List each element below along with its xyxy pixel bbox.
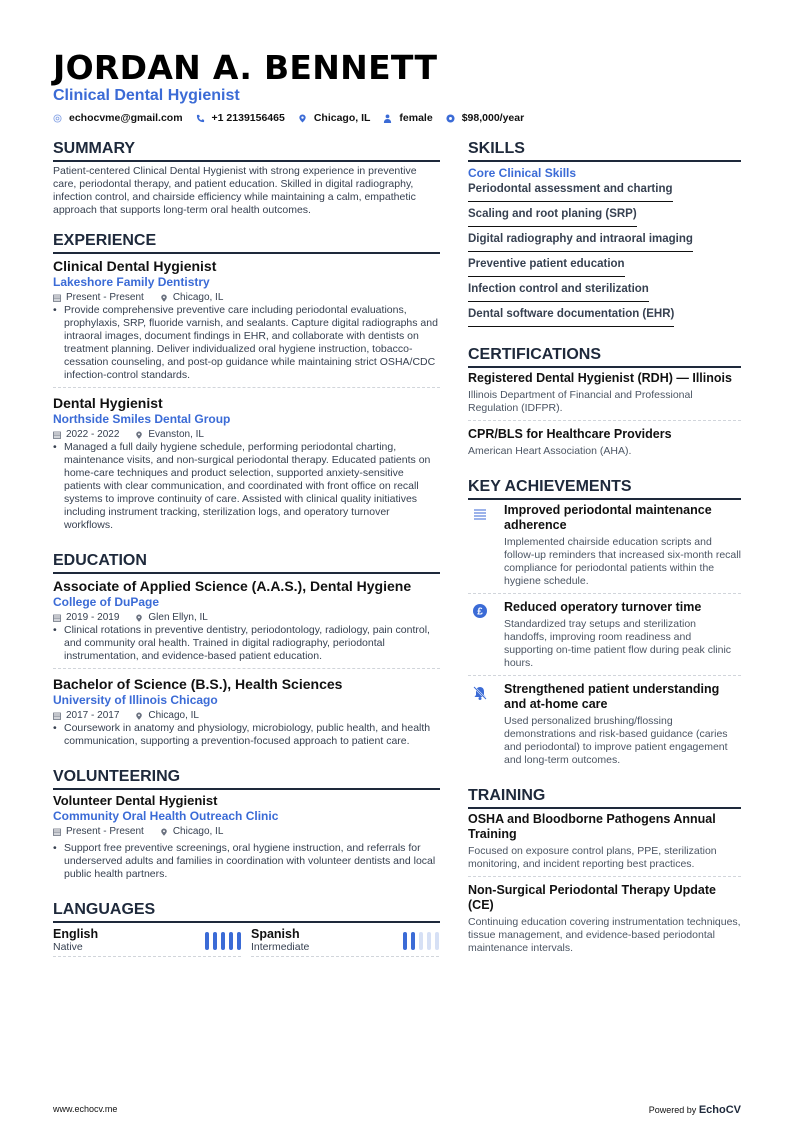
section-heading: SKILLS xyxy=(468,139,741,162)
certification-item xyxy=(468,371,741,421)
language-item xyxy=(53,927,241,957)
training-item xyxy=(468,883,741,960)
powered-by: Powered by EchoCV xyxy=(648,1104,741,1116)
entry-meta: 2022 - 2022 Evanston, IL xyxy=(53,428,440,441)
section-heading: EXPERIENCE xyxy=(53,231,440,254)
location-pin-icon xyxy=(135,614,143,622)
phone-icon xyxy=(196,114,205,123)
location-pin-icon xyxy=(135,712,143,720)
proficiency-bars xyxy=(399,927,439,954)
language-item xyxy=(251,927,439,957)
training-title: OSHA and Bloodborne Pathogens Annual Training xyxy=(468,812,716,841)
proficiency-bars xyxy=(201,927,241,954)
money-icon xyxy=(446,114,455,123)
left-column xyxy=(53,139,440,974)
volunteering-section xyxy=(53,767,440,886)
right-column xyxy=(468,139,741,974)
summary-section xyxy=(53,139,440,217)
entry-meta: 2019 - 2019 Glen Ellyn, IL xyxy=(53,611,440,624)
contact-email[interactable]: echocvme@gmail.com xyxy=(53,111,183,125)
skill-category: Core Clinical Skills xyxy=(468,166,577,180)
job-title: Clinical Dental Hygienist xyxy=(53,258,217,274)
skill-item: Infection control and sterilization xyxy=(468,281,649,302)
resume-page xyxy=(53,50,741,974)
job-title: Dental Hygienist xyxy=(53,395,163,411)
calendar-icon xyxy=(53,294,61,302)
certification-item xyxy=(468,427,741,463)
experience-section xyxy=(53,231,440,537)
svg-text:£: £ xyxy=(477,606,483,618)
page-footer xyxy=(53,1104,741,1116)
contact-salary: $98,000/year xyxy=(446,111,524,125)
achievement-desc: Implemented chairside education scripts and follow-up reminders that increased six-month recall compliance for periodontal patients within the hygiene schedule. xyxy=(504,536,741,587)
section-heading: LANGUAGES xyxy=(53,900,440,923)
employer: Northside Smiles Dental Group xyxy=(53,412,231,426)
language-level: Native xyxy=(53,941,83,953)
entry-bullet: • Provide comprehensive preventive care including periodontal evaluations, prophylaxis, SRP, fluoride varnish, and sealants. Capture digital radiographs and intraoral images, document findings in EHR, and collaborate with dentists on treatment planning. Deliver individualized oral hygiene instruction, tobacco-cessation counseling, and post-op guidance while maintaining strict OSHA/CDC infection-control standards. xyxy=(53,304,438,381)
section-heading: TRAINING xyxy=(468,786,741,809)
education-entry xyxy=(53,577,440,669)
language-name: English xyxy=(53,927,99,941)
certification-title: Registered Dental Hygienist (RDH) — Illinois xyxy=(468,371,732,385)
certification-issuer: American Heart Association (AHA). xyxy=(468,445,632,457)
employer: Lakeshore Family Dentistry xyxy=(53,275,210,289)
location-pin-icon xyxy=(160,294,168,302)
organization: Community Oral Health Outreach Clinic xyxy=(53,809,279,823)
institution: College of DuPage xyxy=(53,595,160,609)
training-desc: Continuing education covering instrumentation techniques, tissue management, and evidence-based periodontal maintenance intervals. xyxy=(468,916,741,954)
volunteering-entry xyxy=(53,793,440,886)
language-level: Intermediate xyxy=(251,941,310,953)
section-heading: KEY ACHIEVEMENTS xyxy=(468,477,741,500)
contact-phone[interactable]: +1 2139156465 xyxy=(196,111,285,125)
entry-meta: 2017 - 2017 Chicago, IL xyxy=(53,709,440,722)
brand-logo[interactable]: EchoCV xyxy=(698,1104,741,1116)
training-title: Non-Surgical Periodontal Therapy Update (CE) xyxy=(468,883,716,912)
achievement-desc: Standardized tray setups and sterilization handoffs, improving room readiness and supporting on-time patient flow during peak clinic hours. xyxy=(504,618,732,669)
section-heading: SUMMARY xyxy=(53,139,440,162)
entry-bullet: • Coursework in anatomy and physiology, microbiology, public health, and health communication, supporting a prevention-focused approach to patient care. xyxy=(53,722,431,747)
languages-section xyxy=(53,900,440,957)
institution: University of Illinois Chicago xyxy=(53,693,218,707)
achievement-title: Improved periodontal maintenance adherence xyxy=(504,503,712,532)
skill-item: Scaling and root planing (SRP) xyxy=(468,206,637,227)
calendar-icon xyxy=(53,712,61,720)
degree-title: Bachelor of Science (B.S.), Health Sciences xyxy=(53,676,343,692)
contact-gender: female xyxy=(383,111,432,125)
entry-meta: Present - Present Chicago, IL xyxy=(53,291,440,304)
achievement-title: Strengthened patient understanding and at-home care xyxy=(504,682,720,711)
section-heading: CERTIFICATIONS xyxy=(468,345,741,368)
entry-bullet: • Clinical rotations in preventive dentistry, periodontology, radiology, pain control, and community oral health. Trained in digital radiography, periodontal instrumentation, and evidence-based patient education. xyxy=(53,624,430,662)
skill-item: Preventive patient education xyxy=(468,256,625,277)
degree-title: Associate of Applied Science (A.A.S.), Dental Hygiene xyxy=(53,578,412,594)
skills-section xyxy=(468,139,741,331)
calendar-icon xyxy=(53,431,61,439)
achievement-title: Reduced operatory turnover time xyxy=(504,600,702,614)
section-heading: VOLUNTEERING xyxy=(53,767,440,790)
candidate-name: JORDAN A. BENNETT xyxy=(53,48,438,87)
bell-slash-icon xyxy=(472,685,488,701)
skill-item: Periodontal assessment and charting xyxy=(468,181,673,202)
at-icon xyxy=(53,114,62,123)
education-section xyxy=(53,551,440,753)
training-item xyxy=(468,812,741,877)
section-heading: EDUCATION xyxy=(53,551,440,574)
summary-text: Patient-centered Clinical Dental Hygienist with strong experience in preventive care, periodontal therapy, and patient education. Skilled in digital radiography, infection control, and chairside efficiency while maintaining a calm, empathetic approach that supports long-term oral health outcomes. xyxy=(53,165,417,216)
achievement-item xyxy=(468,682,741,772)
role-title: Volunteer Dental Hygienist xyxy=(53,793,218,808)
calendar-icon xyxy=(53,828,61,836)
education-entry xyxy=(53,675,440,753)
entry-bullet: • Support free preventive screenings, oral hygiene instruction, and referrals for underserved adults and families in coordination with volunteer dentists and local public health partners. xyxy=(53,842,436,880)
website-link[interactable]: www.echocv.me xyxy=(53,1104,118,1114)
skill-item: Dental software documentation (EHR) xyxy=(468,306,674,327)
skill-item: Digital radiography and intraoral imaging xyxy=(468,231,693,252)
location-pin-icon xyxy=(160,828,168,836)
location-pin-icon xyxy=(135,431,143,439)
achievements-section xyxy=(468,477,741,772)
candidate-title: Clinical Dental Hygienist xyxy=(53,87,240,104)
achievement-item xyxy=(468,600,741,676)
training-section xyxy=(468,786,741,960)
achievement-item xyxy=(468,503,741,594)
certification-title: CPR/BLS for Healthcare Providers xyxy=(468,427,672,441)
language-name: Spanish xyxy=(251,927,300,941)
training-desc: Focused on exposure control plans, PPE, sterilization monitoring, and incident reporting best practices. xyxy=(468,845,717,870)
pound-coin-icon xyxy=(472,603,488,619)
list-lines-icon xyxy=(472,506,488,522)
contact-location: Chicago, IL xyxy=(298,111,371,125)
calendar-icon xyxy=(53,614,61,622)
experience-entry xyxy=(53,257,440,388)
experience-entry xyxy=(53,394,440,537)
contact-bar xyxy=(53,111,741,125)
entry-meta: Present - Present Chicago, IL xyxy=(53,825,440,838)
certifications-section xyxy=(468,345,741,463)
person-icon xyxy=(383,114,392,123)
location-pin-icon xyxy=(298,114,307,123)
certification-issuer: Illinois Department of Financial and Professional Regulation (IDFPR). xyxy=(468,389,693,414)
achievement-desc: Used personalized brushing/flossing demonstrations and risk-based guidance (caries and periodontal) to improve patient engagement and long-term outcomes. xyxy=(504,715,728,766)
entry-bullet: • Managed a full daily hygiene schedule, performing periodontal charting, maintenance visits, and non-surgical periodontal therapy. Educated patients on home-care techniques and product selection, supported anxiety-sensitive patients with clear communication, and coordinated with front office on recall systems to improve continuity of care. Assisted with clinical quality initiatives including instrument tracking, sterilization logs, and operatory turnover workflows. xyxy=(53,441,431,531)
